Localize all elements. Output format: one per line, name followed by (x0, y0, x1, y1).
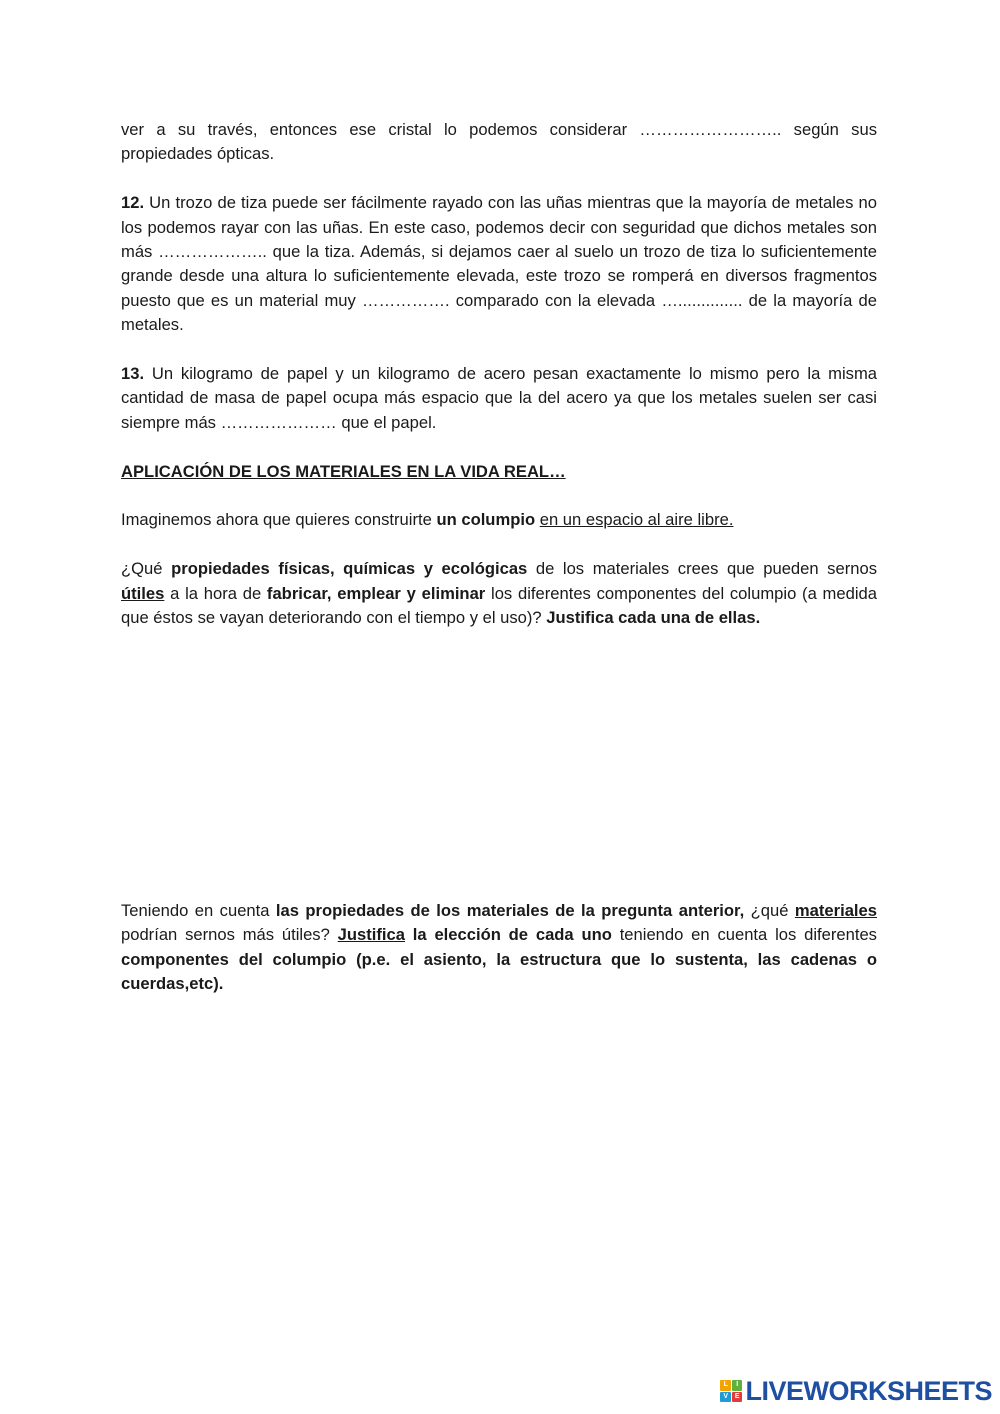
q2-bold-components: componentes del columpio (p.e. el asiento, la estructura que lo sustenta, las cadenas o cuerdas,etc). (121, 949, 877, 994)
spacer (121, 435, 877, 459)
question-13-number: 13. (121, 364, 145, 384)
imagine-text-1: Imaginemos ahora que quieres construirte (121, 510, 437, 530)
brand-wordmark: LIVEWORKSHEETS (745, 1376, 992, 1406)
logo-letter-l: L (720, 1380, 731, 1391)
q2-text-5: teniendo en cuenta los diferentes (611, 925, 877, 945)
q1-bold-justify: Justifica cada una de ellas. (546, 608, 761, 628)
spacer (121, 338, 877, 362)
q2-bold-underlined-justifica: Justifica (337, 925, 405, 945)
logo-letter-i: I (732, 1380, 743, 1391)
logo-letter-v: V (720, 1392, 731, 1403)
spacer (121, 533, 877, 557)
liveworksheets-logo-icon (720, 1380, 742, 1402)
spacer (121, 484, 877, 508)
spacer (121, 167, 877, 191)
q1-text-1: ¿Qué (121, 559, 172, 579)
q1-bold-underlined-utiles: útiles (121, 583, 165, 603)
liveworksheets-brand (720, 1376, 992, 1406)
q2-bold-properties: las propiedades de los materiales de la pregunta anterior, (275, 901, 745, 920)
q1-bold-actions: fabricar, emplear y eliminar (266, 583, 486, 603)
question-properties (121, 557, 877, 630)
q2-text-4 (405, 925, 413, 944)
q1-text-3: a la hora de (164, 583, 267, 603)
imagine-paragraph (121, 508, 877, 532)
imagine-underlined-location: en un espacio al aire libre. (539, 510, 734, 530)
question-materials (121, 899, 877, 997)
q2-text-2: ¿qué (744, 901, 795, 920)
question-12 (121, 191, 877, 337)
question-12-text: Un trozo de tiza puede ser fácilmente rayado con las uñas mientras que la mayoría de metales no los podemos rayar con las uñas. En este caso, podemos decir con seguridad que dichos metales son más ……………….. que la tiza. Además, si dejamos caer al suelo un trozo de tiza lo suficientemente grande desde una altura lo suficientemente elevada, este trozo se romperá en diversos fragmentos puesto que es un material muy ……………. comparado con la elevada ….............. de la mayoría de metales. (121, 193, 877, 335)
section-heading: APLICACIÓN DE LOS MATERIALES EN LA VIDA REAL… (121, 461, 566, 481)
question-12-number: 12. (121, 193, 145, 213)
q2-text-3: podrían sernos más útiles? (121, 925, 338, 945)
q2-text-1: Teniendo en cuenta (121, 901, 276, 920)
question-13-text: Un kilogramo de papel y un kilogramo de acero pesan exactamente lo mismo pero la misma cantidad de masa de papel ocupa más espacio que la del acero ya que los metales suelen ser casi siempre más ………………… que el papel. (121, 364, 877, 432)
intro-text: ver a su través, entonces ese cristal lo podemos considerar …………………….. según sus propiedades ópticas. (121, 120, 877, 164)
q1-text-4: los diferentes componentes del columpio (a medida que éstos se vayan deteriorando con el tiempo y el uso)? (121, 583, 877, 628)
q2-bold-underlined-materiales: materiales (794, 901, 877, 920)
q2-bold-election: la elección de cada uno (412, 925, 612, 945)
question-13 (121, 362, 877, 435)
worksheet-body (121, 118, 877, 630)
imagine-bold-columpio: un columpio (436, 510, 536, 530)
q1-text-2: de los materiales crees que pueden sernos (527, 559, 877, 579)
q1-bold-properties: propiedades físicas, químicas y ecológicas (171, 559, 528, 579)
logo-letter-e: E (732, 1392, 743, 1403)
intro-paragraph (121, 118, 877, 167)
